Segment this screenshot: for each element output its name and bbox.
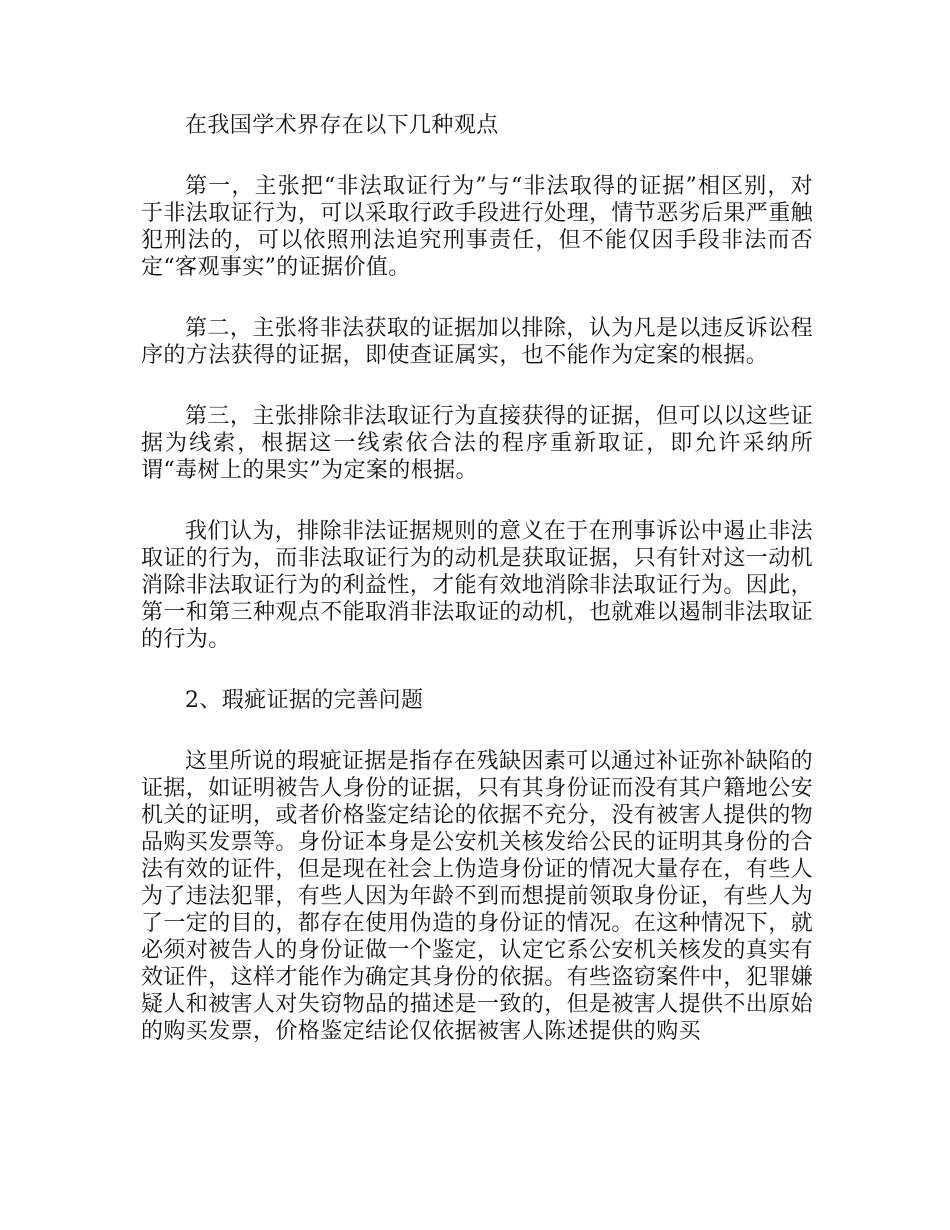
document-page bbox=[141, 112, 813, 1079]
paragraph-view-three: 第三，主张排除非法取证行为直接获得的证据，但可以以这些证据为线索，根据这一线索依合法的程序重新取证，即允许采纳所谓“毒树上的果实”为定案的根据。 bbox=[141, 404, 813, 483]
paragraph-our-view: 我们认为，排除非法证据规则的意义在于在刑事诉讼中遏止非法取证的行为，而非法取证行为的动机是获取证据，只有针对这一动机消除非法取证行为的利益性，才能有效地消除非法取证行为。因此，第一和第三种观点不能取消非法取证的动机，也就难以遏制非法取证的行为。 bbox=[141, 519, 814, 652]
paragraph-intro: 在我国学术界存在以下几种观点 bbox=[185, 113, 499, 138]
paragraph-flawed-evidence: 这里所说的瑕疵证据是指存在残缺因素可以通过补证弥补缺陷的证据，如证明被告人身份的证据，只有其身份证而没有其户籍地公安机关的证明，或者价格鉴定结论的依据不充分，没有被害人提供的物品购买发票等。身份证本身是公安机关核发给公民的证明其身份的合法有效的证件，但是现在社会上伪造身份证的情况大量存在，有些人为了违法犯罪，有些人因为年龄不到而想提前领取身份证，有些人为了一定的目的，都存在使用伪造的身份证的情况。在这种情况下，就必须对被告人的身份证做一个鉴定，认定它系公安机关核发的真实有效证件，这样才能作为确定其身份的依据。有些盗窃案件中，犯罪嫌疑人和被害人对失窃物品的描述是一致的，但是被害人提供不出原始的购买发票，价格鉴定结论仅依据被害人陈述提供的购买 bbox=[141, 749, 814, 1044]
paragraph-view-two: 第二，主张将非法获取的证据加以排除，认为凡是以违反诉讼程序的方法获得的证据，即使查证属实，也不能作为定案的根据。 bbox=[141, 316, 813, 368]
paragraph-view-one: 第一，主张把“非法取证行为”与“非法取得的证据”相区别，对于非法取证行为，可以采取行政手段进行处理，情节恶劣后果严重触犯刑法的，可以依照刑法追究刑事责任，但不能仅因手段非法而否定“客观事实”的证据价值。 bbox=[141, 174, 814, 280]
section-heading: 2、瑕疵证据的完善问题 bbox=[185, 688, 424, 713]
